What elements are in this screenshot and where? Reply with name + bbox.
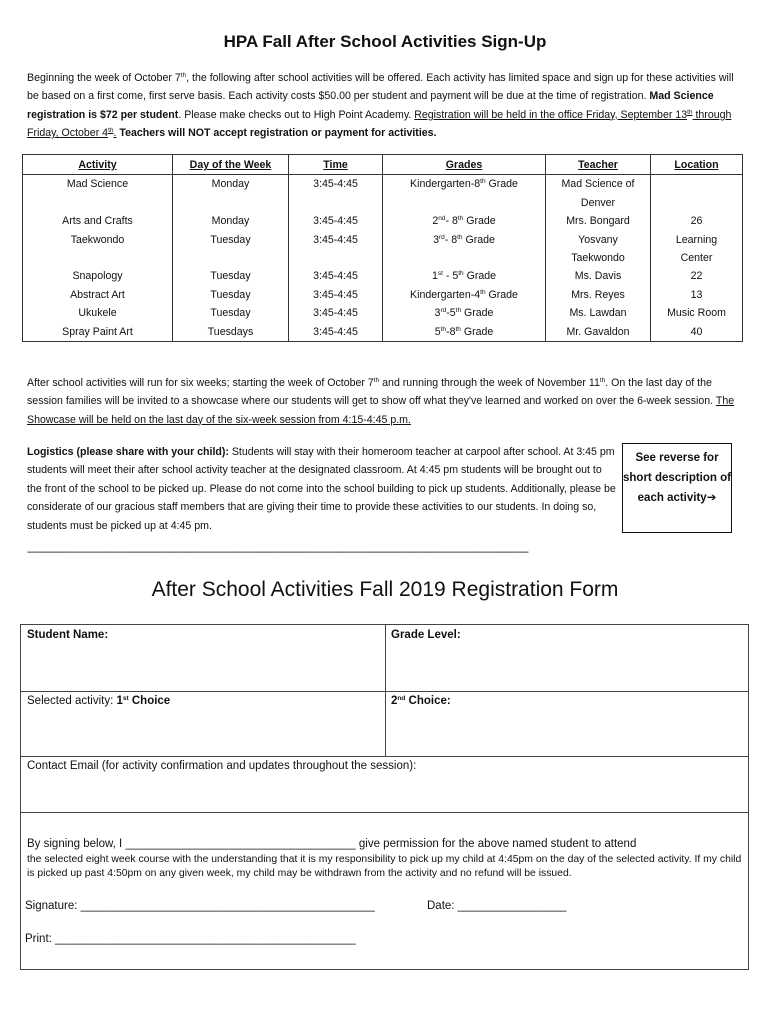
cell-grades: 3rd-5th Grade [383, 304, 546, 322]
cell-teacher: Ms. Lawdan [546, 304, 651, 322]
second-choice-field[interactable]: 2nd Choice: [391, 695, 451, 707]
cell-day: Monday [173, 175, 289, 212]
cell-day: Tuesday [173, 267, 289, 285]
first-choice-field[interactable]: Selected activity: 1st Choice [27, 695, 171, 707]
cell-day: Tuesday [173, 231, 289, 268]
logistics-paragraph: Logistics (please share with your child): Students will stay with their homeroom teacher at carpool after school. At 3:45 pm students will meet their after school activity teacher at the designated classroom. At 4:45 pm students will be brought out to the front of the school to be picked up. Please do not come into the school building to pick up students. Additionally, please be considerate of our gracious staff members that are giving their time to provide these activities to our students. In doing so, students must be picked up at 4:45 pm. [27, 446, 616, 532]
form-title: After School Activities Fall 2019 Registration Form [151, 578, 619, 601]
cell-time: 3:45-4:45 [289, 304, 383, 322]
cell-grades: 3rd- 8th Grade [383, 231, 546, 268]
print-name-field[interactable]: Print: _______________________________________________ [25, 933, 356, 945]
cell-grades: Kindergarten-4th Grade [383, 286, 546, 304]
cell-activity: Mad Science [23, 175, 173, 212]
cell-grades: 2nd- 8th Grade [383, 212, 546, 230]
cell-location [651, 175, 743, 212]
cell-time: 3:45-4:45 [289, 175, 383, 212]
table-row [23, 175, 743, 212]
table-row [23, 323, 743, 342]
cell-teacher: Ms. Davis [546, 267, 651, 285]
cell-location: Learning Center [651, 231, 743, 268]
header-location: Location [651, 155, 743, 175]
cell-teacher: Mrs. Bongard [546, 212, 651, 230]
header-activity: Activity [23, 155, 173, 175]
consent-line: By signing below, I ____________________________________ give permission for the above named student to attend [27, 838, 637, 850]
cell-teacher: Mad Science of Denver [546, 175, 651, 212]
table-row [23, 304, 743, 322]
cell-day: Tuesday [173, 304, 289, 322]
table-row [23, 286, 743, 304]
cut-line: ----------------------------------------------------------------------------------------------------------------------------------------------------------------------------------------------------------------------- [27, 547, 528, 558]
session-paragraph: After school activities will run for six weeks; starting the week of October 7th and running through the week of November 11th. On the last day of the session families will be invited to a showcase where our students will get to show off what they've learned and worked on over the 6-week session. The Showcase will be held on the last day of the six-week session from 4:15-4:45 p.m. [27, 377, 735, 426]
cell-time: 3:45-4:45 [289, 323, 383, 342]
header-day: Day of the Week [173, 155, 289, 175]
table-header-row [23, 155, 743, 175]
cell-grades: 5th-8th Grade [383, 323, 546, 342]
cell-activity: Snapology [23, 267, 173, 285]
cell-location: Music Room [651, 304, 743, 322]
grade-level-field[interactable]: Grade Level: [391, 629, 461, 641]
cell-activity: Taekwondo [23, 231, 173, 268]
cell-activity: Abstract Art [23, 286, 173, 304]
cell-time: 3:45-4:45 [289, 231, 383, 268]
cell-activity: Ukukele [23, 304, 173, 322]
cell-teacher: Mr. Gavaldon [546, 323, 651, 342]
cell-teacher: Mrs. Reyes [546, 286, 651, 304]
cell-teacher: Yosvany Taekwondo [546, 231, 651, 268]
cell-time: 3:45-4:45 [289, 212, 383, 230]
date-field[interactable]: Date: _________________ [427, 900, 567, 912]
cell-day: Tuesday [173, 286, 289, 304]
cell-grades: 1st - 5th Grade [383, 267, 546, 285]
cell-location: 26 [651, 212, 743, 230]
table-row [23, 267, 743, 285]
cell-location: 40 [651, 323, 743, 342]
cell-location: 22 [651, 267, 743, 285]
cell-time: 3:45-4:45 [289, 267, 383, 285]
cell-activity: Spray Paint Art [23, 323, 173, 342]
signature-field[interactable]: Signature: ______________________________________________ [25, 900, 375, 912]
see-reverse-box: See reverse for short description of each activity➔ [622, 443, 732, 533]
activities-table [22, 154, 743, 342]
registration-form [20, 624, 749, 970]
header-grades: Grades [383, 155, 546, 175]
contact-email-field[interactable]: Contact Email (for activity confirmation and updates throughout the session): [27, 760, 417, 772]
consent-text: the selected eight week course with the understanding that it is my responsibility to pick up my child at 4:45pm on the day of the selected activity. If my child is picked up past 4:50pm on any given week, my child may be withdrawn from the activity and no refund will be issued. [27, 854, 742, 879]
header-teacher: Teacher [546, 155, 651, 175]
table-row [23, 212, 743, 230]
intro-paragraph: Beginning the week of October 7th, the following after school activities will be offered. Each activity has limited space and sign up for these activities will be based on a first come, first serve basis. Each activity costs $50.00 per student and payment will be due at the time of registration. Mad Science registration is $72 per student. Please make checks out to High Point Academy. Registration will be held in the office Friday, September 13th through Friday, October 4th. Teachers will NOT accept registration or payment for activities. [27, 72, 734, 140]
cell-grades: Kindergarten-8th Grade [383, 175, 546, 212]
cell-day: Monday [173, 212, 289, 230]
cell-day: Tuesdays [173, 323, 289, 342]
cell-time: 3:45-4:45 [289, 286, 383, 304]
cell-location: 13 [651, 286, 743, 304]
cell-activity: Arts and Crafts [23, 212, 173, 230]
header-time: Time [289, 155, 383, 175]
table-row [23, 231, 743, 268]
student-name-field[interactable]: Student Name: [27, 629, 109, 641]
page-title: HPA Fall After School Activities Sign-Up [223, 32, 547, 51]
